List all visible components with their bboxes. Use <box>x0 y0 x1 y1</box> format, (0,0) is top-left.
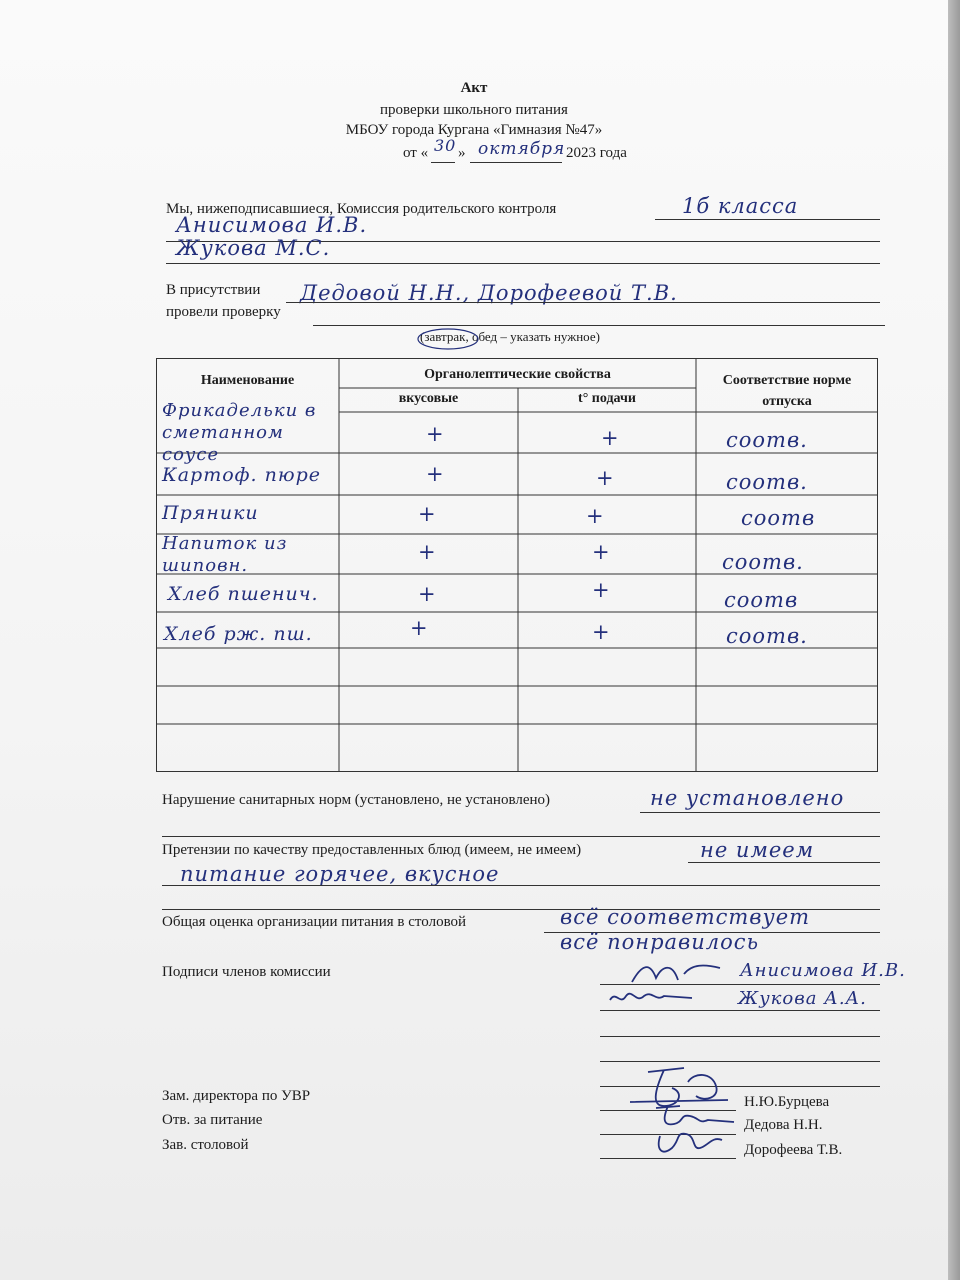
staff-name: Дорофеева Т.В. <box>744 1142 843 1158</box>
meal-hint: (завтрак, обед – указать нужное) <box>420 329 600 344</box>
signatures-label: Подписи членов комиссии <box>162 964 331 980</box>
col-norm-header: Соответствие норме отпуска <box>722 373 852 409</box>
claims-label: Претензии по качеству предоставленных блюд (имеем, не имеем) <box>162 842 582 858</box>
commission-class: 1б класса <box>682 194 799 218</box>
table-row-norm: соотв. <box>726 428 808 452</box>
commission-label: Мы, нижеподписавшиеся, Комиссия родительского контроля <box>166 201 557 217</box>
claims-value: не имеем <box>700 838 815 862</box>
table-row-name: Хлеб пшенич. <box>168 583 319 605</box>
table-row-temp: + <box>596 466 615 490</box>
table-row-taste: + <box>426 422 445 446</box>
table-row-taste: + <box>418 502 437 526</box>
presence-value: Дедовой Н.Н., Дорофеевой Т.В. <box>300 281 678 305</box>
violations-label: Нарушение санитарных норм (установлено, не установлено) <box>162 792 551 808</box>
date-day: 30 <box>434 136 457 155</box>
signature-member-1: Анисимова И.В. <box>740 960 906 981</box>
table-row-norm: соотв. <box>726 624 808 648</box>
table-row-norm: соотв <box>741 506 816 530</box>
table-row-taste: + <box>418 540 437 564</box>
table-row-norm: соотв <box>724 588 799 612</box>
col-taste-header: вкусовые <box>398 391 459 406</box>
presence-label: В присутствии <box>166 282 261 298</box>
overall-value: всё соответствует <box>560 905 811 929</box>
overall-value-2: всё понравилось <box>560 930 760 954</box>
table-row-temp: + <box>601 426 620 450</box>
table-row-name: Картоф. пюре <box>162 464 321 486</box>
overall-label: Общая оценка организации питания в столовой <box>162 914 467 930</box>
date-month: октября <box>478 139 566 159</box>
violations-value: не установлено <box>650 786 845 810</box>
table-row-temp: + <box>592 578 611 602</box>
inspection-table <box>156 358 878 772</box>
table-row-taste: + <box>410 616 429 640</box>
staff-role: Отв. за питание <box>162 1112 263 1128</box>
commission-member: Анисимова И.В. <box>176 213 368 237</box>
staff-role: Зав. столовой <box>162 1137 249 1153</box>
page-edge <box>948 0 960 1280</box>
col-temp-header: t° подачи <box>578 391 636 406</box>
table-row-name: Напиток из шиповн. <box>162 533 288 576</box>
document-subtitle: проверки школьного питания <box>380 102 568 118</box>
table-row-taste: + <box>418 582 437 606</box>
table-row-name: Хлеб рж. пш. <box>164 623 313 645</box>
table-row-name: Фрикадельки в сметанном соусе <box>162 400 317 465</box>
staff-role: Зам. директора по УВР <box>162 1088 311 1104</box>
table-row-norm: соотв. <box>726 470 808 494</box>
commission-member: Жукова М.С. <box>176 236 331 260</box>
col-organoleptic-header: Органолептические свойства <box>424 367 611 382</box>
table-row-temp: + <box>592 620 611 644</box>
document-sheet: Акт проверки школьного питания МБОУ города Кургана «Гимназия №47» от « 30 » октября 2023 года Мы, нижеподписавшиеся, Комиссия родительского контроля 1б класса Анисимова И.В. Жукова М.С. В присутствии Дедовой Н.Н., Дорофеевой Т.В. провели проверку (завтрак, обед – указать нужное) Наименование Органолептические свойства вкусовые t° подачи Соответствие норме отпуска Фрикадельки в сметанном соусе + + соотв. Картоф. пюре + + соотв. Пряники + + соотв Напиток из шиповн. + + соотв. Хлеб пшенич. + + соотв Хлеб рж. пш. + + соотв. Нарушение санитарных норм (установлено, не установлено) не установлено Претензии по качеству предоставленных блюд (имеем, не имеем) не имеем питание горячее, вкусное Общая оценка организации питания в столовой всё соответствует всё понравилось Подписи членов комиссии Анисимова И.В. Жукова А.А. Зам. директора по УВР Н.Ю.Бурцева Отв. за питание Дедова Н.Н. Зав. столовой Дорофеева Т.В. <box>0 0 948 1280</box>
table-row-taste: + <box>426 462 445 486</box>
circle-mark <box>416 325 480 351</box>
school-name: МБОУ города Кургана «Гимназия №47» <box>345 122 603 138</box>
table-row-temp: + <box>586 504 605 528</box>
table-row-temp: + <box>592 540 611 564</box>
document-title: Акт <box>460 80 488 96</box>
col-name-header: Наименование <box>200 373 295 388</box>
signature-member-2: Жукова А.А. <box>738 988 867 1009</box>
handwritten-signature <box>606 986 696 1012</box>
table-row-name: Пряники <box>162 502 259 524</box>
staff-name: Дедова Н.Н. <box>744 1117 823 1133</box>
claims-value-2: питание горячее, вкусное <box>180 862 500 886</box>
table-row-norm: соотв. <box>722 550 804 574</box>
check-label: провели проверку <box>166 304 281 320</box>
staff-name: Н.Ю.Бурцева <box>744 1094 830 1110</box>
handwritten-signature <box>652 1126 732 1160</box>
